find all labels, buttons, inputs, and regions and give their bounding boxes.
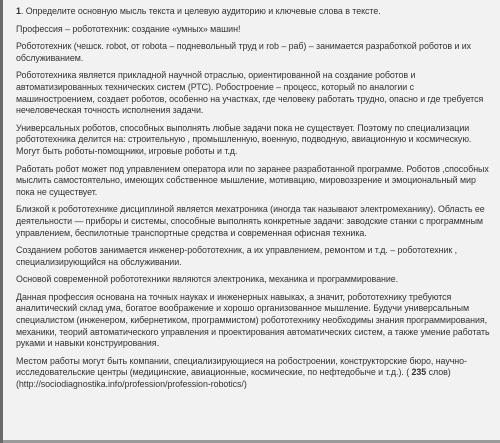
paragraph-specialization: Универсальных роботов, способных выполнять любые задачи пока не существует. Поэтому по специализации робототехника делится на: строительную , промышленную, военную, подводную, авиационную и космическую. Могут быть роботы-помощники, игровые роботы и т.д.: [16, 122, 472, 156]
word-count: 235: [411, 367, 427, 378]
task-number: 1: [16, 6, 21, 16]
paragraph-definition: Робототехник (чешск. robot, от robota – подневольный труд и rob – раб) – занимается разработкой роботов и их обслуживанием.: [16, 41, 472, 63]
task-text: . Определите основную мысль текста и целевую аудиторию и ключевые слова в тексте.: [20, 6, 381, 16]
paragraph-skills: Данная профессия основана на точных науках и инженерных навыках, а значит, робототехнику требуются аналитический склад ума, богатое воображение и хорошо организованное мышление. Будучи универсальным специалистом (инженером, кибернетиком, программистом) робототехнику необходимы знания программирования, механики, теорий автоматического управления и проектирования автоматических систем, а также умение работать руками и навыки конструирования.: [16, 291, 490, 349]
document-text: [11, 6, 492, 391]
paragraph-mechatronics: Близкой к робототехнике дисциплиной является мехатроника (иногда так называют электромеханику). Область ее деятельности — приборы и системы, способные выполнять конкретные задачи: заводские станки с программным управлением, беспилотные транспортные средства и современная офисная техника.: [16, 204, 485, 238]
paragraph-robotics-field: Робототехника является прикладной научной отраслью, ориентированной на создание роботов и автоматизированных технических систем (РТС). Робостроение – процесс, который по аналогии с машиностроением, создает роботов, особенно на участках, где человеку работать трудно, опасно и где требуется нечеловеческая точность исполнения задачи.: [16, 70, 484, 116]
task-heading: [16, 6, 492, 18]
source-reference: слов)(http://sociodiagnostika.info/profession/profession-robotics/): [16, 367, 451, 390]
paragraph-engineer: Созданием роботов занимается инженер-робототехник, а их управлением, ремонтом и т.д. – робототехник , специализирующийся на обслуживании.: [16, 245, 458, 267]
paragraph-basis: Основой современной робототехники являются электроника, механика и программирование.: [16, 274, 399, 285]
workplace-text: Местом работы могут быть компании, специализирующиеся на робостроении, конструкторские бюро, научно-исследовательские центры (медицинские, авиационные, космические, по нефтедобыче и т.д.). (: [16, 355, 467, 378]
paragraph-workplace: [16, 356, 492, 391]
paragraph-robot-control: Работать робот может под управлением оператора или по заранее разработанной программе. Роботов ,способных мыслить самостоятельно, имеющих собственное мышление, мотивацию, мировоззрение и эмоциональный мир пока не существует.: [16, 163, 489, 197]
paragraph-title: Профессия – робототехник: создание «умных» машин!: [16, 23, 241, 34]
